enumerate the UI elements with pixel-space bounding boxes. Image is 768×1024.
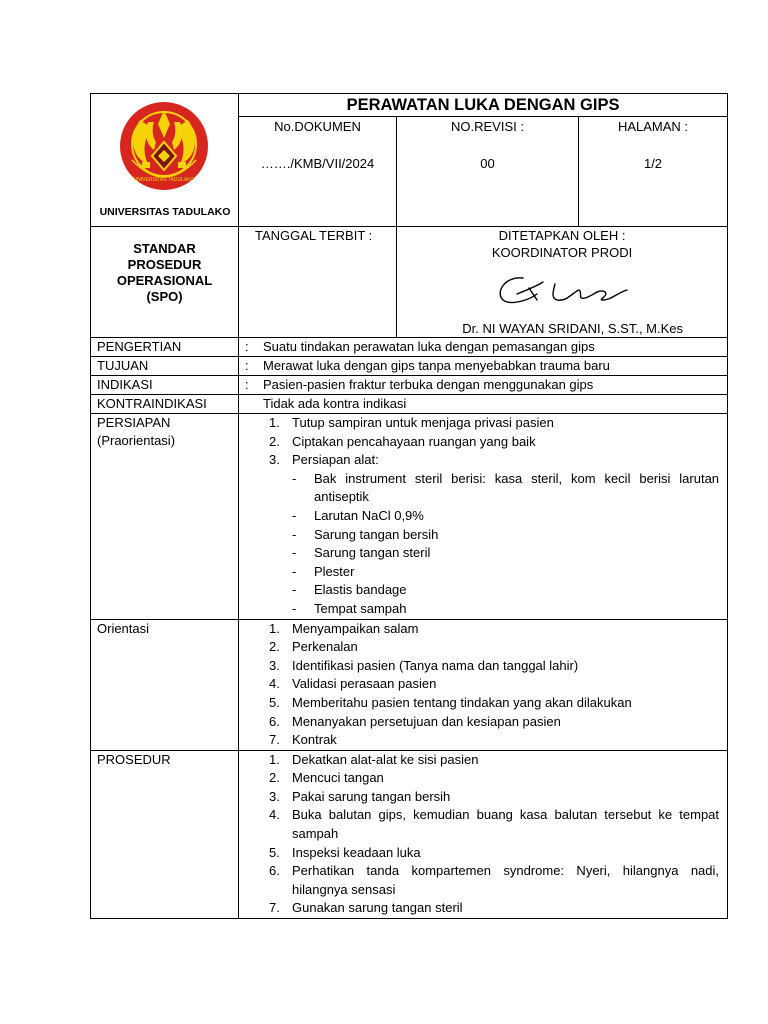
tool-item: - Plester xyxy=(292,563,355,579)
no-revisi-cell xyxy=(397,117,579,227)
persiapan-label-cell xyxy=(91,414,239,620)
list-item: 7. Kontrak xyxy=(269,732,337,748)
list-item: 5. Memberitahu pasien tentang tindakan yang akan dilakukan xyxy=(269,694,632,710)
list-item: 4. Buka balutan gips, kemudian buang kasa balutan tersebut ke tempat sampah xyxy=(269,807,720,842)
persiapan-steps xyxy=(239,414,727,619)
orientasi-content xyxy=(239,619,728,750)
persiapan-content xyxy=(239,414,728,620)
kontraindikasi-row xyxy=(239,395,728,414)
list-item: 2. Ciptakan pencahayaan ruangan yang baik xyxy=(269,433,536,449)
halaman-cell xyxy=(579,117,728,227)
tujuan-label: TUJUAN xyxy=(91,357,239,376)
ditetapkan-role: KOORDINATOR PRODI xyxy=(491,245,633,260)
university-logo-cell xyxy=(91,94,239,227)
spo-label xyxy=(91,227,239,338)
kontraindikasi-text: Tidak ada kontra indikasi xyxy=(263,396,407,411)
orientasi-steps xyxy=(239,620,727,750)
document-title: PERAWATAN LUKA DENGAN GIPS xyxy=(239,94,728,117)
list-item: 3. Pakai sarung tangan bersih xyxy=(269,788,451,804)
signer-name: Dr. NI WAYAN SRIDANI, S.ST., M.Kes xyxy=(462,321,684,336)
persiapan-sublabel: (Praorientasi) xyxy=(97,433,176,448)
no-dokumen-cell xyxy=(239,117,397,227)
prosedur-label: PROSEDUR xyxy=(91,750,239,918)
pengertian-text: Suatu tindakan perawatan luka dengan pemasangan gips xyxy=(263,339,595,354)
no-dokumen-label: No.DOKUMEN xyxy=(274,119,361,135)
pengertian-row xyxy=(239,338,728,357)
indikasi-colon: : xyxy=(245,377,249,392)
tool-item: - Tempat sampah xyxy=(292,600,407,616)
list-item: 2. Perkenalan xyxy=(269,639,358,655)
tanggal-terbit-label: TANGGAL TERBIT : xyxy=(255,228,373,243)
no-revisi-value: 00 xyxy=(480,156,495,172)
ditetapkan-cell xyxy=(397,227,728,338)
tool-item: - Elastis bandage xyxy=(292,582,407,598)
list-item: 1. Dekatkan alat-alat ke sisi pasien xyxy=(269,751,479,767)
no-dokumen-value: ……./KMB/VII/2024 xyxy=(260,156,375,172)
tool-item: - Sarung tangan steril xyxy=(292,545,431,561)
ditetapkan-label: DITETAPKAN OLEH : xyxy=(498,228,626,243)
indikasi-label: INDIKASI xyxy=(91,376,239,395)
pengertian-colon: : xyxy=(245,339,249,354)
halaman-value: 1/2 xyxy=(643,156,663,172)
tanggal-terbit-cell xyxy=(239,227,397,338)
indikasi-text: Pasien-pasien fraktur terbuka dengan menggunakan gips xyxy=(263,377,594,392)
tujuan-row xyxy=(239,357,728,376)
list-item: 1. Menyampaikan salam xyxy=(269,620,419,636)
indikasi-row xyxy=(239,376,728,395)
orientasi-label: Orientasi xyxy=(91,619,239,750)
list-item: 4. Validasi perasaan pasien xyxy=(269,676,437,692)
prosedur-steps xyxy=(239,751,727,918)
list-item: 6. Menanyakan persetujuan dan kesiapan pasien xyxy=(269,713,561,729)
tool-item: - Larutan NaCl 0,9% xyxy=(292,507,424,523)
tool-list xyxy=(292,470,719,619)
tool-item: - Bak instrument steril berisi: kasa steril, kom kecil berisi larutan antiseptik xyxy=(292,470,720,505)
spo-line-2: PROSEDUR xyxy=(127,257,202,272)
university-name: UNIVERSITAS TADULAKO xyxy=(99,206,231,218)
list-item: 6. Perhatikan tanda kompartemen syndrome: Nyeri, hilangnya nadi, hilangnya sensasi xyxy=(269,863,720,897)
pengertian-label: PENGERTIAN xyxy=(91,338,239,357)
list-item: 1. Tutup sampiran untuk menjaga privasi pasien xyxy=(269,415,554,430)
list-item: 2. Mencuci tangan xyxy=(269,770,384,786)
spo-table xyxy=(90,93,728,919)
tool-item: - Sarung tangan bersih xyxy=(292,526,439,542)
university-logo-icon xyxy=(118,98,210,193)
kontraindikasi-label: KONTRAINDIKASI xyxy=(91,395,239,414)
tujuan-text: Merawat luka dengan gips tanpa menyebabkan trauma baru xyxy=(263,358,610,373)
prosedur-content xyxy=(239,750,728,918)
spo-line-3: OPERASIONAL xyxy=(116,273,213,288)
list-item: 3. Identifikasi pasien (Tanya nama dan tanggal lahir) xyxy=(269,657,579,673)
signature-icon xyxy=(493,270,633,310)
halaman-label: HALAMAN : xyxy=(617,119,689,135)
no-revisi-label: NO.REVISI : xyxy=(451,119,524,135)
persiapan-label: PERSIAPAN xyxy=(97,415,171,430)
list-item: 5. Inspeksi keadaan luka xyxy=(269,844,421,860)
spo-line-4: (SPO) xyxy=(146,289,183,304)
list-item: 3. Persiapan alat: - Bak instrument steril berisi: kasa steril, kom kecil berisi larutan antiseptik - Larutan NaCl 0,9% - Sarung tangan bersih - Sarung tangan steril - Plester - Elastis bandage - Tempat sampah xyxy=(239,451,719,618)
logo-ring-text: UNIVERSITAS TADULAKO xyxy=(133,177,195,183)
list-item: 7. Gunakan sarung tangan steril xyxy=(269,900,463,916)
tujuan-colon: : xyxy=(245,358,249,373)
spo-line-1: STANDAR xyxy=(133,241,196,256)
